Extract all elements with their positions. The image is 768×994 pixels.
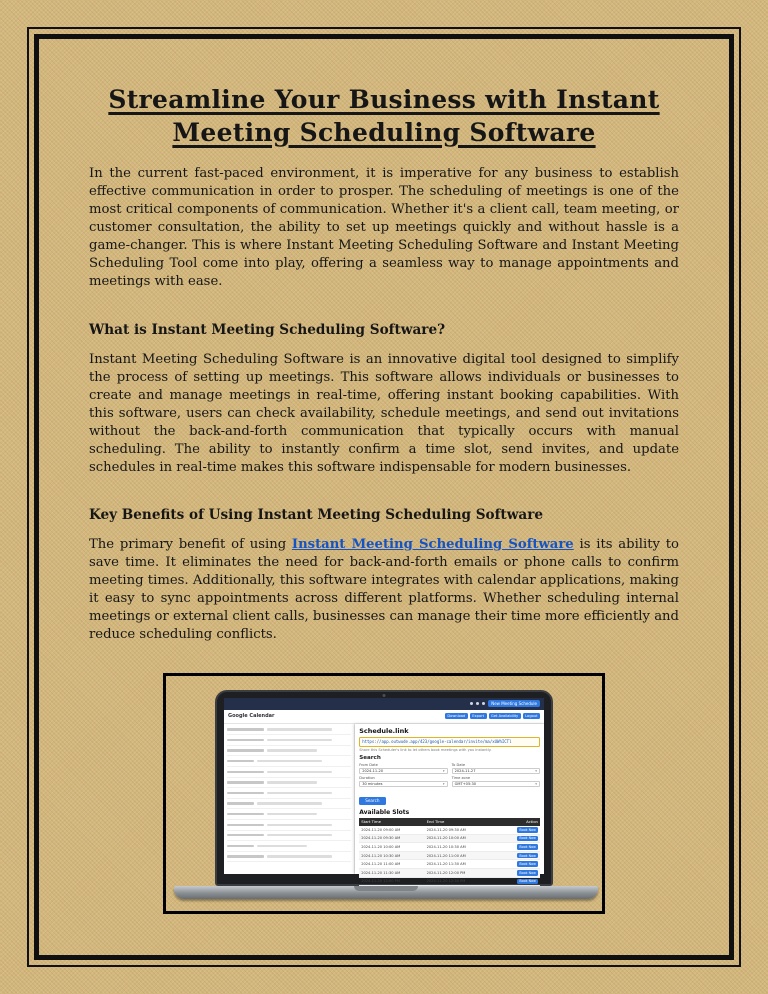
benefits-text-after: is its ability to save time. It eliminates the need for back-and-forth emails or phone calls to confirm meeting times. Additionally, this software integrates with calendar applications, making it easy to sync appointments across different platforms. Whether scheduling internal meetings or external client calls, businesses can manage their time more efficiently and reduce scheduling conflicts. bbox=[89, 537, 679, 643]
laptop-screen bbox=[224, 698, 544, 884]
timezone-field bbox=[452, 776, 540, 787]
text-placeholder bbox=[227, 824, 264, 826]
inner-border-frame bbox=[34, 34, 734, 960]
text-placeholder bbox=[227, 781, 264, 783]
text-placeholder bbox=[267, 728, 332, 730]
book-now-button[interactable]: Book Now bbox=[517, 870, 538, 876]
slot-start-time: 2024-11-20 11:00 AM bbox=[361, 862, 401, 867]
section-heading-what-is: What is Instant Meeting Scheduling Software? bbox=[89, 321, 446, 338]
calendar-icon: ▾ bbox=[442, 769, 445, 774]
share-url-box[interactable]: https://app.outwude.app/423/google-calendar/invite/ma/xUWhICTl bbox=[359, 737, 540, 747]
book-now-button[interactable]: Book Now bbox=[517, 879, 538, 885]
calendar-list-row bbox=[227, 820, 351, 831]
download-button[interactable]: Download bbox=[445, 713, 468, 719]
text-placeholder bbox=[267, 781, 317, 783]
page-title bbox=[89, 83, 679, 149]
text-placeholder bbox=[227, 739, 264, 741]
text-placeholder bbox=[227, 792, 264, 794]
book-now-button[interactable]: Book Now bbox=[517, 853, 538, 859]
text-placeholder bbox=[227, 771, 264, 773]
export-button[interactable]: Export bbox=[470, 713, 487, 719]
action-header: Action bbox=[526, 819, 538, 825]
search-heading: Search bbox=[359, 755, 381, 762]
slot-end-time: 2024-11-20 12:30 PM bbox=[426, 879, 466, 884]
slot-action-cell bbox=[492, 870, 538, 876]
search-form bbox=[359, 763, 540, 787]
slot-action-cell bbox=[492, 853, 538, 859]
panel-title: Schedule.link bbox=[359, 726, 409, 735]
app-toolbar bbox=[224, 710, 544, 724]
calendar-list-row bbox=[227, 725, 351, 736]
text-placeholder bbox=[267, 824, 332, 826]
to-date-field bbox=[452, 763, 540, 774]
section-body-benefits bbox=[89, 536, 679, 644]
calendar-list-row bbox=[227, 735, 351, 746]
slot-row bbox=[359, 843, 540, 852]
gear-icon bbox=[476, 702, 479, 705]
slot-row bbox=[359, 826, 540, 835]
duration-select[interactable] bbox=[359, 781, 447, 788]
book-now-button[interactable]: Book Now bbox=[517, 836, 538, 842]
to-date-label: To Date bbox=[451, 763, 466, 768]
app-navbar bbox=[224, 698, 544, 710]
start-time-header: Start Time bbox=[361, 819, 381, 825]
schedule-link-panel bbox=[355, 724, 544, 884]
slot-action-cell bbox=[492, 836, 538, 842]
end-time-header: End Time bbox=[426, 819, 445, 825]
document-content bbox=[39, 39, 729, 955]
slot-end-time: 2024-11-20 11:30 AM bbox=[426, 862, 466, 867]
calendar-list-row bbox=[227, 778, 351, 789]
text-placeholder bbox=[227, 802, 254, 804]
laptop-figure-frame bbox=[163, 673, 605, 914]
timezone-label: Time zone bbox=[451, 776, 471, 781]
slot-start-time: 2024-11-20 09:00 AM bbox=[361, 827, 401, 832]
duration-field bbox=[359, 776, 447, 787]
slot-end-time: 2024-11-20 12:00 PM bbox=[426, 870, 466, 875]
slots-table-header bbox=[359, 818, 540, 826]
to-date-input[interactable] bbox=[452, 768, 540, 775]
outer-border-frame bbox=[27, 27, 741, 967]
bell-icon bbox=[470, 702, 473, 705]
text-placeholder bbox=[267, 792, 332, 794]
timezone-value: GMT+05:30 bbox=[454, 782, 477, 787]
duration-value: 30 minutes bbox=[362, 782, 383, 787]
calendar-list-row bbox=[227, 809, 351, 820]
slot-action-cell bbox=[492, 844, 538, 850]
calendar-list-row bbox=[227, 852, 351, 863]
page-title-line1: Streamline Your Business with Instant bbox=[108, 85, 660, 114]
logout-button[interactable]: Logout bbox=[523, 713, 540, 719]
from-date-field bbox=[359, 763, 447, 774]
section-body-what-is: Instant Meeting Scheduling Software is an innovative digital tool designed to simplify the process of setting up meetings. This software allows individuals or businesses to create and manage meetings in real-time, offering instant booking capabilities. With this software, users can check availability, schedule meetings, and send out invitations without the back-and-forth communication that typically occurs with manual scheduling. The ability to instantly confirm a time slot, send invites, and update schedules in real-time makes this software indispensable for modern businesses. bbox=[89, 351, 679, 476]
text-placeholder bbox=[257, 845, 307, 847]
slot-row bbox=[359, 835, 540, 844]
scheduling-software-link[interactable]: Instant Meeting Scheduling Software bbox=[291, 537, 574, 553]
slot-row bbox=[359, 860, 540, 869]
book-now-button[interactable]: Book Now bbox=[517, 827, 538, 833]
timezone-select[interactable] bbox=[452, 781, 540, 788]
app-title: Google Calendar bbox=[228, 713, 275, 720]
calendar-list-row bbox=[227, 746, 351, 757]
duration-label: Duration bbox=[359, 776, 375, 781]
calendar-list-row bbox=[227, 767, 351, 778]
text-placeholder bbox=[227, 855, 264, 857]
text-placeholder bbox=[227, 749, 264, 751]
availability-button[interactable]: Get Availability bbox=[489, 713, 521, 719]
calendar-icon: ▾ bbox=[535, 769, 537, 774]
slot-action-cell bbox=[492, 879, 538, 885]
calendar-list bbox=[224, 724, 355, 874]
text-placeholder bbox=[267, 834, 332, 836]
laptop-screen-bezel bbox=[215, 690, 553, 886]
slot-start-time: 2024-11-20 12:00 PM bbox=[361, 879, 400, 884]
slot-row bbox=[359, 852, 540, 861]
laptop bbox=[174, 690, 594, 899]
slot-start-time: 2024-11-20 09:30 AM bbox=[361, 836, 401, 841]
chevron-down-icon: ▾ bbox=[535, 782, 537, 787]
text-placeholder bbox=[267, 739, 332, 741]
slot-row bbox=[359, 869, 540, 878]
text-placeholder bbox=[267, 749, 317, 751]
new-meeting-button[interactable]: New Meeting Schedule bbox=[488, 700, 540, 708]
webcam-dot bbox=[383, 694, 386, 697]
available-slots-heading: Available Slots bbox=[359, 809, 410, 817]
slot-start-time: 2024-11-20 10:00 AM bbox=[361, 844, 401, 849]
text-placeholder bbox=[267, 771, 332, 773]
benefits-text-before: The primary benefit of using bbox=[89, 537, 292, 553]
calendar-list-row bbox=[227, 841, 351, 852]
slot-end-time: 2024-11-20 11:00 AM bbox=[426, 853, 466, 858]
panel-caption: Share this Scheduler's link to let others book meetings with you instantly. bbox=[359, 748, 492, 753]
slot-action-cell bbox=[492, 827, 538, 833]
search-button[interactable]: Search bbox=[359, 797, 385, 805]
from-date-value: 2024-11-20 bbox=[362, 769, 384, 774]
slot-end-time: 2024-11-20 10:00 AM bbox=[426, 836, 466, 841]
slot-end-time: 2024-11-20 10:30 AM bbox=[426, 844, 466, 849]
slot-end-time: 2024-11-20 09:30 AM bbox=[426, 827, 466, 832]
text-placeholder bbox=[227, 845, 254, 847]
text-placeholder bbox=[227, 760, 254, 762]
calendar-list-row bbox=[227, 756, 351, 767]
app-main bbox=[224, 724, 544, 884]
slot-action-cell bbox=[492, 861, 538, 867]
page-title-line2: Meeting Scheduling Software bbox=[172, 118, 596, 147]
section-heading-benefits: Key Benefits of Using Instant Meeting Scheduling Software bbox=[89, 507, 544, 524]
text-placeholder bbox=[257, 760, 322, 762]
text-placeholder bbox=[257, 802, 322, 804]
book-now-button[interactable]: Book Now bbox=[517, 861, 538, 867]
to-date-value: 2024-11-27 bbox=[454, 769, 476, 774]
text-placeholder bbox=[227, 834, 264, 836]
user-icon bbox=[482, 702, 485, 705]
slot-start-time: 2024-11-20 10:30 AM bbox=[361, 853, 401, 858]
calendar-list-row bbox=[227, 788, 351, 799]
from-date-label: From Date bbox=[359, 763, 378, 768]
slot-start-time: 2024-11-20 11:30 AM bbox=[361, 870, 401, 875]
text-placeholder bbox=[267, 813, 317, 815]
from-date-input[interactable] bbox=[359, 768, 447, 775]
chevron-down-icon: ▾ bbox=[442, 782, 445, 787]
calendar-list-row bbox=[227, 831, 351, 842]
toolbar-buttons bbox=[445, 713, 540, 719]
text-placeholder bbox=[267, 855, 332, 857]
calendar-list-row bbox=[227, 799, 351, 810]
laptop-base bbox=[174, 886, 598, 899]
intro-paragraph: In the current fast-paced environment, it is imperative for any business to establish effective communication in order to prosper. The scheduling of meetings is one of the most critical components of communication. Whether it's a client call, team meeting, or customer consultation, the ability to set up meetings quickly and without hassle is a game-changer. This is where Instant Meeting Scheduling Software and Instant Meeting Scheduling Tool come into play, offering a seamless way to manage appointments and meetings with ease. bbox=[89, 166, 679, 290]
slots-table-body bbox=[359, 826, 540, 895]
book-now-button[interactable]: Book Now bbox=[517, 844, 538, 850]
text-placeholder bbox=[227, 813, 264, 815]
text-placeholder bbox=[227, 728, 264, 730]
